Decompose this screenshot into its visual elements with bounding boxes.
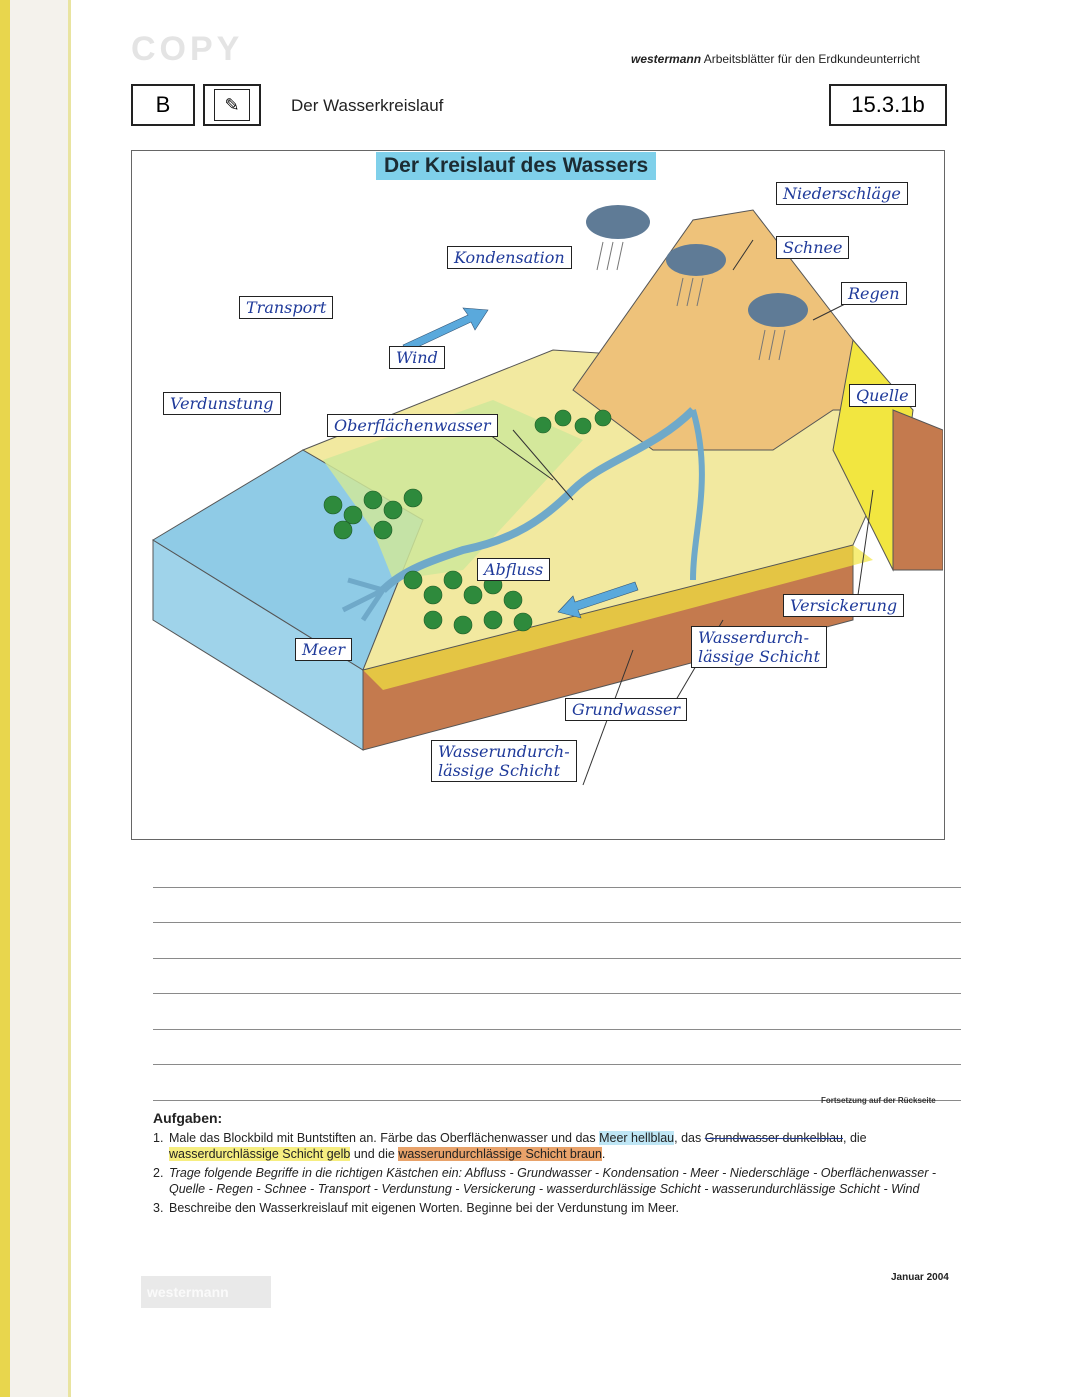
task-3 bbox=[153, 1200, 953, 1216]
cloud-1 bbox=[586, 205, 650, 239]
mountain-impermeable-side bbox=[893, 410, 943, 570]
label-wasserdurchlaessige-schicht: Wasserdurch- lässige Schicht bbox=[691, 626, 827, 668]
label-versickerung: Versickerung bbox=[783, 594, 904, 617]
highlight-undurchlaessig: wasserundurchlässige Schicht braun bbox=[398, 1147, 602, 1161]
diagram-title: Der Kreislauf des Wassers bbox=[376, 152, 656, 180]
answer-lines bbox=[153, 852, 961, 1101]
highlight-meer: Meer hellblau bbox=[599, 1131, 675, 1145]
label-wind: Wind bbox=[389, 346, 445, 369]
task-text: Male das Blockbild mit Buntstiften an. Färbe das Oberflächenwasser und das Meer hellblau, das Grundwasser dunkelblau, die wasserdurchlässige Schicht gelb und die wasserundurchlässige Schicht braun. bbox=[169, 1131, 867, 1161]
task-1 bbox=[153, 1130, 953, 1162]
label-grundwasser: Grundwasser bbox=[565, 698, 687, 721]
highlight-grundwasser: Grundwasser dunkelblau bbox=[704, 1131, 843, 1145]
continuation-note: Fortsetzung auf der Rückseite bbox=[821, 1096, 936, 1105]
tasks-section bbox=[153, 1110, 953, 1219]
answer-line bbox=[153, 923, 961, 959]
label-oberflaechenwasser: Oberflächenwasser bbox=[327, 414, 498, 437]
answer-line bbox=[153, 959, 961, 995]
answer-line bbox=[153, 1030, 961, 1066]
label-abfluss: Abfluss bbox=[477, 558, 550, 581]
worksheet-page bbox=[68, 0, 1080, 1397]
pencil-box bbox=[203, 84, 261, 126]
publisher-logo: westermann bbox=[141, 1276, 271, 1308]
task-number: 2. bbox=[153, 1166, 164, 1180]
copy-stamp: COPY bbox=[131, 30, 244, 68]
task-2 bbox=[153, 1165, 953, 1197]
tasks-heading: Aufgaben: bbox=[153, 1110, 223, 1126]
answer-line bbox=[153, 888, 961, 924]
sheet-title: Der Wasserkreislauf bbox=[291, 96, 444, 115]
publisher-brand: westermann bbox=[631, 52, 702, 66]
level-box: B bbox=[131, 84, 195, 126]
highlight-durchlaessig: wasserdurchlässige Schicht gelb bbox=[169, 1147, 351, 1161]
answer-line bbox=[153, 994, 961, 1030]
publisher-line bbox=[631, 52, 920, 66]
publisher-rest: Arbeitsblätter für den Erdkundeunterricht bbox=[703, 52, 920, 66]
cloud-3 bbox=[748, 293, 808, 327]
label-schnee: Schnee bbox=[776, 236, 849, 259]
pencil-icon: ✎ bbox=[214, 89, 250, 121]
label-transport: Transport bbox=[239, 296, 333, 319]
date: Januar 2004 bbox=[891, 1272, 949, 1283]
label-regen: Regen bbox=[841, 282, 907, 305]
answer-line bbox=[153, 852, 961, 888]
task-number: 3. bbox=[153, 1201, 164, 1215]
cloud-2 bbox=[666, 244, 726, 276]
task-number: 1. bbox=[153, 1131, 164, 1145]
task-text: Beschreibe den Wasserkreislauf mit eigenen Worten. Beginne bei der Verdunstung im Meer. bbox=[169, 1201, 679, 1215]
label-wasserundurchlaessige-schicht: Wasserundurch- lässige Schicht bbox=[431, 740, 577, 782]
label-quelle: Quelle bbox=[849, 384, 916, 407]
sheet-code: 15.3.1b bbox=[829, 84, 947, 126]
label-verdunstung: Verdunstung bbox=[163, 392, 281, 415]
binder-edge bbox=[0, 0, 10, 1397]
task-text: Trage folgende Begriffe in die richtigen Kästchen ein: Abfluss - Grundwasser - Kondensation - Meer - Niederschläge - Oberflächenwasser - Quelle - Regen - Schnee - Transport - Verdunstung - Versickerung - wasserdurchlässige Schicht - wasserundurchlässige Schicht - Wind bbox=[169, 1166, 937, 1196]
label-meer: Meer bbox=[295, 638, 352, 661]
label-niederschlaege: Niederschläge bbox=[776, 182, 908, 205]
label-kondensation: Kondensation bbox=[447, 246, 572, 269]
